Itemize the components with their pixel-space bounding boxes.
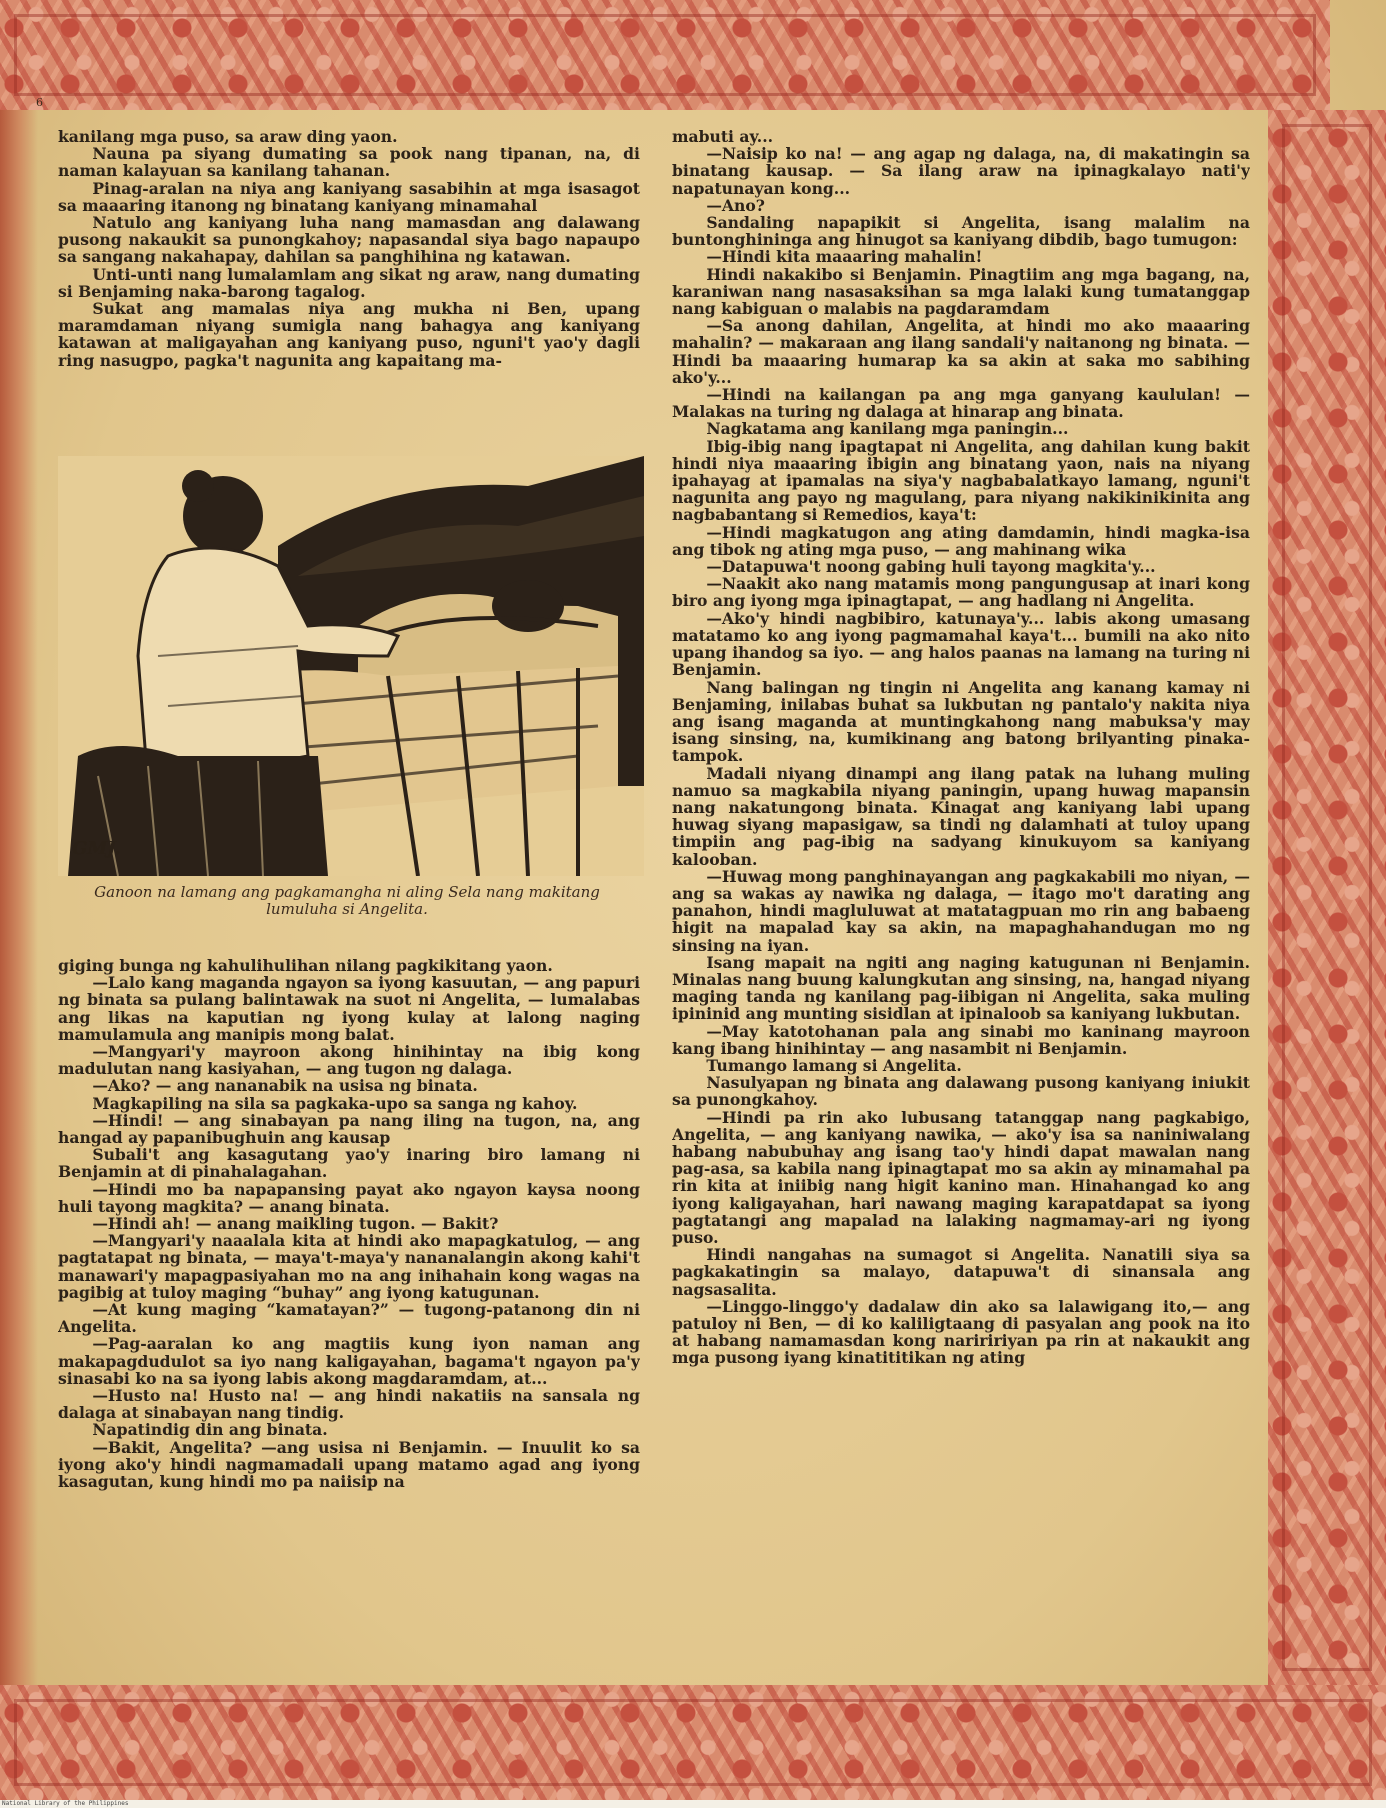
poinsettia-border-bottom — [0, 1685, 1386, 1800]
paragraph: —Hindi ah! — anang maikling tugon. — Bakit? — [92, 1214, 499, 1234]
right-column-text — [672, 128, 1250, 1686]
paragraph: —At kung maging “kamatayan?” — tugong-patanong din ni Angelita. — [58, 1300, 640, 1337]
paragraph: Sukat ang mamalas niya ang mukha ni Ben, upang maramdaman niyang sumigla nang bahagya ang kaniyang katawan at maligayahan ang kaniyang puso, nguni't yao'y dagli ring nasugpo, pagka't nagunita ang kapaitang ma- — [58, 299, 640, 370]
paragraph: —Hindi kita maaaring mahalin! — [706, 247, 983, 267]
paragraph: —Hindi mo ba napapansing payat ako ngayon kaysa noong huli tayong magkita? — anang binata. — [58, 1179, 640, 1216]
paragraph: —Linggo-linggo'y dadalaw din ako sa lalawigang ito,— ang patuloy ni Ben, — di ko kaliligtaang di pasyalan ang pook na ito at habang namamasdan kong nariririyan pa rin at nakaukit ang mga pusong iyang kinatititikan ng ating — [672, 1296, 1250, 1368]
paragraph: Sandaling napapikit si Angelita, isang malalim na buntonghininga ang hinugot sa kaniyang dibdib, bago tumugon: — [672, 213, 1250, 250]
paragraph: Isang mapait na ngiti ang naging katugunan ni Benjamin. Minalas nang buung kalungkutan ang sinsing, na, hangad niyang maging tanda ng kanilang pag-iibigan ni Angelita, saka muling ipininid ang munting sisidlan at ipinaloob sa kaniyang lukbutan. — [672, 952, 1250, 1024]
poinsettia-border-right — [1268, 110, 1386, 1685]
paragraph: —Naakit ako nang matamis mong pangungusap at inari kong biro ang iyong mga ipinagtapat, — ang hadlang ni Angelita. — [672, 574, 1250, 611]
paragraph: —Pag-aaralan ko ang magtiis kung iyon naman ang makapagdudulot sa iyo nang kaligayahan, bagama't ngayon pa'y sinasabi ko na sa iyong labis akong magdaramdam, at... — [58, 1334, 640, 1388]
page-number: 6 — [36, 96, 43, 109]
paragraph: —Mangyari'y mayroon akong hinihintay na ibig kong madulutan nang kasiyahan, — ang tugon ng dalaga. — [58, 1042, 640, 1079]
paragraph: Ibig-ibig nang ipagtapat ni Angelita, ang dahilan kung bakit hindi niya maaaring ibigin ang binatang yaon, nais na niyang ipahayag at ipamalas na siya'y nagbabalatkayo lamang, nguni't nagunita ang payo ng magulang, para niyang nakikinikinita ang nagbabantang si Remedios, kaya't: — [672, 436, 1250, 525]
illustration-caption: Ganoon na lamang ang pagkamangha ni aling Sela nang makitang lumuluha si Angelita. — [94, 883, 600, 918]
paragraph: Napatindig din ang binata. — [92, 1420, 328, 1440]
paragraph: —May katotohanan pala ang sinabi mo kaninang mayroon kang ibang hinihintay — ang nasambit ni Benjamin. — [672, 1021, 1250, 1058]
paragraph: Magkapiling na sila sa pagkaka-upo sa sanga ng kahoy. — [92, 1093, 578, 1113]
paragraph: Nauna pa siyang dumating sa pook nang tipanan, na, di naman kalayuan sa kanilang tahanan. — [58, 144, 640, 181]
paragraph: —Husto na! Husto na! — ang hindi nakatiis na sansala ng dalaga at sinabayan nang tindig. — [58, 1386, 640, 1423]
left-column-bottom-text — [58, 957, 640, 1687]
paragraph: —Ano? — [706, 195, 765, 215]
paragraph: Nang balingan ng tingin ni Angelita ang kanang kamay ni Benjaming, inilabas buhat sa lukbutan ng pantalo'y nakita niya ang isang maganda at muntingkahong nang mabuksa'y may isang sinsing, na, kumikinang ang batong brilyanting pinaka-tampok. — [672, 677, 1250, 766]
paragraph: —Hindi pa rin ako lubusang tatanggap nang pagkabigo, Angelita, — ang kaniyang nawika, — ako'y isa sa naniniwalang habang nabubuhay ang isang tao'y hindi dapat mawalan nang pag-asa, sa kabila nang ipinagtapat mo sa akin ay minamahal pa rin kita at iniibig nang higit kanino man. Hinahangad ko ang iyong kaligayahan, hari nawang maging karapatdapat sa iyong pagtatangi ang mapalad na lalaking nagmamay-ari ng iyong puso. — [672, 1107, 1250, 1247]
paragraph: Pinag-aralan na niya ang kaniyang sasabihin at mga isasagot sa maaaring itanong ng binatang kaniyang minamahal — [58, 178, 640, 215]
paragraph: —Hindi magkatugon ang ating damdamin, hindi magka-isa ang tibok ng ating mga puso, — ang mahinang wika — [672, 522, 1250, 559]
paragraph: —Ako? — ang nananabik na usisa ng binata. — [92, 1076, 478, 1096]
paragraph: —Sa anong dahilan, Angelita, at hindi mo ako maaaring mahalin? — makaraan ang ilang sandali'y naitanong ng binata. — Hindi ba maaaring humarap ka sa akin at saka mo sabihing ako'y... — [672, 316, 1250, 387]
paragraph: Nasulyapan ng binata ang dalawang pusong kaniyang iniukit sa punongkahoy. — [672, 1073, 1250, 1110]
paragraph: kanilang mga puso, sa araw ding yaon. — [58, 128, 398, 146]
paragraph: mabuti ay... — [672, 128, 774, 146]
paragraph: —Lalo kang maganda ngayon sa iyong kasuutan, — ang papuri ng binata sa pulang balintawak na suot ni Angelita, — lumalabas ang likas na kaputian ng iyong kulay at lalong naging mamulamula ang manipis mong balat. — [58, 973, 640, 1044]
library-footer: National Library of the Philippines — [0, 1800, 1386, 1808]
paragraph: giging bunga ng kahulihulihan nilang pagkikitang yaon. — [58, 957, 553, 975]
left-column-top-text — [58, 128, 640, 448]
paragraph: Hindi nakakibo si Benjamin. Pinagtiim ang mga bagang, na, karaniwan nang nasasaksihan sa mga lalaki kung tumatanggap nang kabiguan o malabis na pagdaramdam — [672, 264, 1250, 319]
paragraph: —Mangyari'y naaalala kita at hindi ako mapagkatulog, — ang pagtatapat ng binata, — maya't-maya'y nananalangin akong kahi't manawari'y mapagpasiyahan mo na ang inihahain kong wagas na pagibig at tuloy maging “buhay” ang iyong katugunan. — [58, 1231, 640, 1302]
paragraph: —Datapuwa't noong gabing huli tayong magkita'y... — [706, 557, 1156, 577]
illustrator-signature: GMJ. — [72, 838, 121, 859]
paragraph: —Hindi! — ang sinabayan pa nang iling na tugon, na, ang hangad ay papanibughuin ang kausap — [58, 1110, 640, 1148]
paragraph: Tumango lamang si Angelita. — [706, 1055, 962, 1075]
paragraph: —Hindi na kailangan pa ang mga ganyang kaululan! —Malakas na turing ng dalaga at hinarap ang binata. — [672, 385, 1250, 422]
paragraph: Hindi nangahas na sumagot si Angelita. Nanatili siya sa pagkakatingin sa malayo, datapuwa't di sinansala ang nagsasalita. — [672, 1245, 1250, 1299]
poinsettia-border-top — [0, 0, 1330, 110]
torn-edge-left — [0, 110, 38, 1685]
paragraph: —Naisip ko na! — ang agap ng dalaga, na, di makatingin sa binatang kausap. — Sa ilang araw na ipinagkalayo nati'y napatunayan kong... — [672, 144, 1250, 198]
paragraph: —Bakit, Angelita? —ang usisa ni Benjamin. — Inuulit ko sa iyong ako'y hindi nagmamadali upang matamo agad ang iyong kasagutan, kung hindi mo pa naiisip na — [58, 1437, 640, 1492]
paragraph: —Ako'y hindi nagbibiro, katunaya'y... labis akong umasang matatamo ko ang iyong pagmamahal kaya't... bumili na ako nito upang ihandog sa iyo. — ang halos paanas na lamang na turing ni Benjamin. — [672, 608, 1250, 680]
paragraph: Natulo ang kaniyang luha nang mamasdan ang dalawang pusong nakaukit sa punongkahoy; napasandal siya bago napaupo sa sangang nakahapay, dahilan sa panghihina ng katawan. — [58, 213, 640, 267]
paragraph: Nagkatama ang kanilang mga paningin... — [706, 419, 1069, 439]
paragraph: Subali't ang kasagutang yao'y inaring biro lamang ni Benjamin at di pinahalagahan. — [58, 1145, 640, 1182]
paragraph: Unti-unti nang lumalamlam ang sikat ng araw, nang dumating si Benjaming naka-barong tagalog. — [58, 264, 640, 301]
illustration-woman-and-man — [58, 456, 644, 876]
paragraph: Madali niyang dinampi ang ilang patak na luhang muling namuo sa magkabila niyang paningin, upang huwag mapansin nang nakatungong binata. Kinagat ang kaniyang labi upang huwag siyang mapasigaw, sa tindi ng dalamhati at tuloy upang timpiin ang pag-ibig na sadyang kinukuyom sa kaniyang kalooban. — [672, 763, 1250, 869]
paragraph: —Huwag mong panghinayangan ang pagkakabili mo niyan, — ang sa wakas ay nawika ng dalaga, — itago mo't darating ang panahon, hindi magluluwat at matatagpuan mo rin ang babaeng higit na mapalad kay sa akin, na mapaghahandugan mo ng sinsing na iyan. — [672, 866, 1250, 955]
